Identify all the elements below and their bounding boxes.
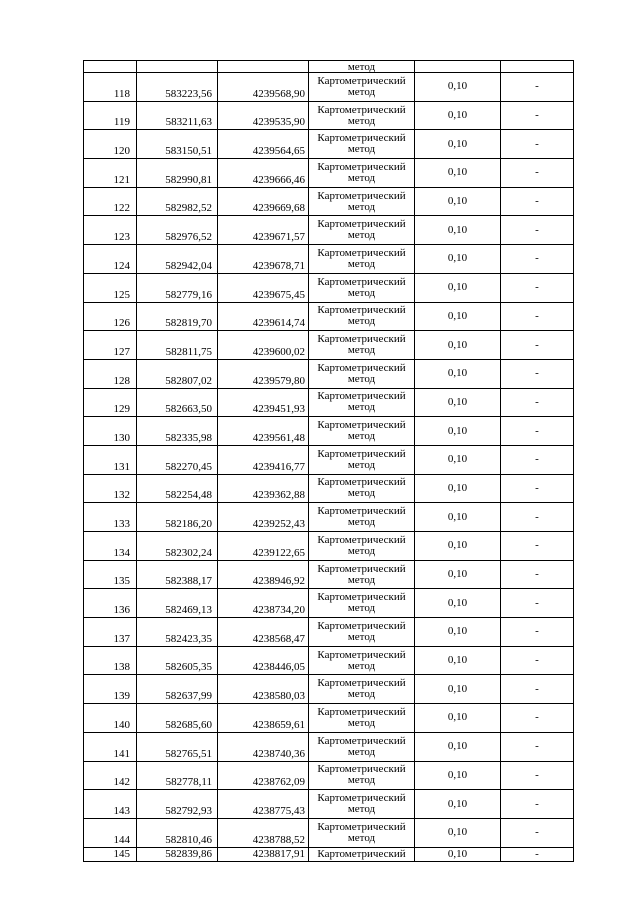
accuracy-cell: 0,10 <box>415 273 501 302</box>
accuracy-cell: 0,10 <box>415 675 501 704</box>
table-row <box>84 101 574 130</box>
x-coordinate-cell: 582302,24 <box>137 532 218 561</box>
method-cell <box>309 73 415 102</box>
method-line-1: Картометрический <box>317 419 406 432</box>
method-line-2: метод <box>347 659 376 672</box>
table-row <box>84 474 574 503</box>
dash-cell: - <box>501 245 574 274</box>
method-line-1: Картометрический <box>317 447 406 460</box>
table-row <box>84 618 574 647</box>
method-line-1: Картометрический <box>317 734 406 747</box>
method-line-2: метод <box>347 544 376 557</box>
accuracy-cell: 0,10 <box>415 503 501 532</box>
dash-cell: - <box>501 302 574 331</box>
dash-cell: - <box>501 646 574 675</box>
x-coordinate-cell <box>137 61 218 73</box>
method-line-2: метод <box>347 630 376 643</box>
method-line-2: метод <box>347 372 376 385</box>
dash-cell: - <box>501 532 574 561</box>
method-cell <box>309 101 415 130</box>
point-number-cell: 134 <box>84 532 137 561</box>
table-row-continued <box>84 61 574 73</box>
method-line-1: Картометрический <box>317 160 406 173</box>
table-row <box>84 73 574 102</box>
accuracy-cell: 0,10 <box>415 216 501 245</box>
method-line-1: Картометрический <box>317 333 406 346</box>
table-row <box>84 761 574 790</box>
point-number-cell: 145 <box>84 847 137 861</box>
x-coordinate-cell: 583223,56 <box>137 73 218 102</box>
method-cell <box>309 302 415 331</box>
table-row-last <box>84 847 574 861</box>
y-coordinate-cell: 4239362,88 <box>218 474 309 503</box>
accuracy-cell: 0,10 <box>415 790 501 819</box>
method-line-1: Картометрический <box>317 476 406 489</box>
x-coordinate-cell: 582779,16 <box>137 273 218 302</box>
method-cell <box>309 187 415 216</box>
point-number-cell: 121 <box>84 159 137 188</box>
dash-cell: - <box>501 732 574 761</box>
x-coordinate-cell: 582942,04 <box>137 245 218 274</box>
method-cell <box>309 704 415 733</box>
dash-cell: - <box>501 847 574 861</box>
method-cell <box>309 675 415 704</box>
x-coordinate-cell: 582270,45 <box>137 445 218 474</box>
point-number-cell: 118 <box>84 73 137 102</box>
x-coordinate-cell: 582388,17 <box>137 560 218 589</box>
dash-cell: - <box>501 704 574 733</box>
dash-cell: - <box>501 675 574 704</box>
x-coordinate-cell: 582469,13 <box>137 589 218 618</box>
dash-cell: - <box>501 445 574 474</box>
method-line-1: Картометрический <box>317 103 406 116</box>
y-coordinate-cell: 4239564,65 <box>218 130 309 159</box>
dash-cell: - <box>501 790 574 819</box>
accuracy-cell: 0,10 <box>415 704 501 733</box>
table-row <box>84 130 574 159</box>
y-coordinate-cell: 4239561,48 <box>218 417 309 446</box>
x-coordinate-cell: 582685,60 <box>137 704 218 733</box>
dash-cell: - <box>501 216 574 245</box>
method-line-1: Картометрический <box>317 246 406 259</box>
method-line-2: метод <box>347 344 376 357</box>
method-line-1: Картометрический <box>317 390 406 403</box>
method-line-1: Картометрический <box>317 705 406 718</box>
y-coordinate-cell: 4238580,03 <box>218 675 309 704</box>
table-row <box>84 589 574 618</box>
y-coordinate-cell: 4238817,91 <box>218 847 309 861</box>
table-row <box>84 646 574 675</box>
method-cell <box>309 359 415 388</box>
method-line-2: метод <box>347 745 376 758</box>
accuracy-cell: 0,10 <box>415 474 501 503</box>
method-cell <box>309 331 415 360</box>
accuracy-cell: 0,10 <box>415 130 501 159</box>
y-coordinate-cell: 4239669,68 <box>218 187 309 216</box>
point-number-cell: 119 <box>84 101 137 130</box>
y-coordinate-cell: 4238740,36 <box>218 732 309 761</box>
dash-cell: - <box>501 359 574 388</box>
table-row <box>84 216 574 245</box>
method-line-2: метод <box>347 229 376 242</box>
method-line-2: метод <box>347 487 376 500</box>
method-line-2: метод <box>347 716 376 729</box>
accuracy-cell: 0,10 <box>415 417 501 446</box>
point-number-cell: 144 <box>84 818 137 847</box>
point-number-cell: 123 <box>84 216 137 245</box>
point-number-cell: 143 <box>84 790 137 819</box>
point-number-cell: 142 <box>84 761 137 790</box>
method-cell <box>309 130 415 159</box>
method-cell: метод <box>309 61 415 73</box>
method-line-2: метод <box>347 430 376 443</box>
method-line-2: метод <box>347 774 376 787</box>
y-coordinate-cell: 4239416,77 <box>218 445 309 474</box>
y-coordinate-cell: 4238568,47 <box>218 618 309 647</box>
table-row <box>84 159 574 188</box>
method-line-2: метод <box>347 803 376 816</box>
method-cell: Картометрический <box>309 847 415 861</box>
point-number-cell: 133 <box>84 503 137 532</box>
method-line-1: Картометрический <box>317 820 406 833</box>
dash-cell: - <box>501 388 574 417</box>
point-number-cell: 122 <box>84 187 137 216</box>
method-cell <box>309 445 415 474</box>
method-line-2: метод <box>347 286 376 299</box>
x-coordinate-cell: 582186,20 <box>137 503 218 532</box>
x-coordinate-cell: 582335,98 <box>137 417 218 446</box>
method-line-2: метод <box>347 573 376 586</box>
method-line-2: метод <box>347 831 376 844</box>
point-number-cell: 140 <box>84 704 137 733</box>
dash-cell: - <box>501 130 574 159</box>
x-coordinate-cell: 582807,02 <box>137 359 218 388</box>
method-line-1: Картометрический <box>317 275 406 288</box>
table-row <box>84 818 574 847</box>
dash-cell: - <box>501 589 574 618</box>
method-cell <box>309 532 415 561</box>
method-cell <box>309 159 415 188</box>
point-number-cell: 120 <box>84 130 137 159</box>
method-line-2: метод <box>347 602 376 615</box>
method-cell <box>309 818 415 847</box>
method-line-1: Картометрический <box>317 189 406 202</box>
point-number-cell: 127 <box>84 331 137 360</box>
y-coordinate-cell: 4239671,57 <box>218 216 309 245</box>
point-number-cell: 132 <box>84 474 137 503</box>
method-cell <box>309 245 415 274</box>
method-cell <box>309 732 415 761</box>
accuracy-cell: 0,10 <box>415 445 501 474</box>
method-line-2: метод <box>347 315 376 328</box>
y-coordinate-cell <box>218 61 309 73</box>
point-number-cell: 137 <box>84 618 137 647</box>
method-line-1: Картометрический <box>317 533 406 546</box>
table-row <box>84 790 574 819</box>
accuracy-cell: 0,10 <box>415 73 501 102</box>
x-coordinate-cell: 582663,50 <box>137 388 218 417</box>
method-line-2: метод <box>347 85 376 98</box>
point-number-cell: 128 <box>84 359 137 388</box>
dash-cell: - <box>501 417 574 446</box>
accuracy-cell: 0,10 <box>415 187 501 216</box>
table-row <box>84 732 574 761</box>
method-line-1: Картометрический <box>317 562 406 575</box>
dash-cell: - <box>501 618 574 647</box>
method-line-2: метод <box>347 200 376 213</box>
method-cell <box>309 618 415 647</box>
method-line-1: Картометрический <box>317 677 406 690</box>
point-number-cell: 141 <box>84 732 137 761</box>
point-number-cell: 139 <box>84 675 137 704</box>
y-coordinate-cell: 4239678,71 <box>218 245 309 274</box>
method-line-1: Картометрический <box>317 304 406 317</box>
method-cell <box>309 474 415 503</box>
method-cell <box>309 216 415 245</box>
x-coordinate-cell: 582982,52 <box>137 187 218 216</box>
point-number-cell: 129 <box>84 388 137 417</box>
x-coordinate-cell: 582811,75 <box>137 331 218 360</box>
accuracy-cell: 0,10 <box>415 532 501 561</box>
dash-cell: - <box>501 331 574 360</box>
y-coordinate-cell: 4239675,45 <box>218 273 309 302</box>
method-line-2: метод <box>347 143 376 156</box>
point-number-cell: 138 <box>84 646 137 675</box>
method-line-2: метод <box>347 688 376 701</box>
point-number-cell: 130 <box>84 417 137 446</box>
x-coordinate-cell: 582778,11 <box>137 761 218 790</box>
y-coordinate-cell: 4238775,43 <box>218 790 309 819</box>
method-line-2: метод <box>347 516 376 529</box>
x-coordinate-cell: 583211,63 <box>137 101 218 130</box>
accuracy-cell: 0,10 <box>415 101 501 130</box>
accuracy-cell: 0,10 <box>415 159 501 188</box>
dash-cell: - <box>501 273 574 302</box>
point-number-cell: 136 <box>84 589 137 618</box>
table-row <box>84 417 574 446</box>
x-coordinate-cell: 582976,52 <box>137 216 218 245</box>
table-row <box>84 704 574 733</box>
method-line-2: метод <box>347 458 376 471</box>
dash-cell: - <box>501 818 574 847</box>
dash-cell: - <box>501 187 574 216</box>
table-row <box>84 273 574 302</box>
point-number-cell: 125 <box>84 273 137 302</box>
method-line-1: Картометрический <box>317 648 406 661</box>
method-line-1: Картометрический <box>317 218 406 231</box>
y-coordinate-cell: 4239451,93 <box>218 388 309 417</box>
table-row <box>84 245 574 274</box>
accuracy-cell: 0,10 <box>415 618 501 647</box>
x-coordinate-cell: 582792,93 <box>137 790 218 819</box>
point-number-cell: 126 <box>84 302 137 331</box>
table-row <box>84 675 574 704</box>
accuracy-cell: 0,10 <box>415 818 501 847</box>
method-line-1: Картометрический <box>317 591 406 604</box>
method-cell <box>309 589 415 618</box>
point-number-cell: 124 <box>84 245 137 274</box>
table-row <box>84 359 574 388</box>
table-row <box>84 187 574 216</box>
y-coordinate-cell: 4238446,05 <box>218 646 309 675</box>
accuracy-cell: 0,10 <box>415 302 501 331</box>
dash-cell <box>501 61 574 73</box>
method-cell <box>309 273 415 302</box>
method-line-2: метод <box>347 401 376 414</box>
dash-cell: - <box>501 503 574 532</box>
accuracy-cell: 0,10 <box>415 331 501 360</box>
x-coordinate-cell: 582254,48 <box>137 474 218 503</box>
y-coordinate-cell: 4239666,46 <box>218 159 309 188</box>
x-coordinate-cell: 582990,81 <box>137 159 218 188</box>
method-line-1: Картометрический <box>317 74 406 87</box>
x-coordinate-cell: 582765,51 <box>137 732 218 761</box>
method-line-2: метод <box>347 171 376 184</box>
y-coordinate-cell: 4238762,09 <box>218 761 309 790</box>
dash-cell: - <box>501 761 574 790</box>
method-cell <box>309 417 415 446</box>
table-row <box>84 445 574 474</box>
y-coordinate-cell: 4238946,92 <box>218 560 309 589</box>
accuracy-cell: 0,10 <box>415 245 501 274</box>
dash-cell: - <box>501 159 574 188</box>
x-coordinate-cell: 582819,70 <box>137 302 218 331</box>
accuracy-cell: 0,10 <box>415 732 501 761</box>
dash-cell: - <box>501 101 574 130</box>
accuracy-cell: 0,10 <box>415 359 501 388</box>
method-cell <box>309 646 415 675</box>
coordinates-table <box>83 60 574 862</box>
y-coordinate-cell: 4238788,52 <box>218 818 309 847</box>
table-row <box>84 388 574 417</box>
accuracy-cell: 0,10 <box>415 589 501 618</box>
method-line-1: Картометрический <box>317 792 406 805</box>
point-number-cell <box>84 61 137 73</box>
accuracy-cell: 0,10 <box>415 761 501 790</box>
accuracy-cell: 0,10 <box>415 646 501 675</box>
table-row <box>84 560 574 589</box>
accuracy-cell <box>415 61 501 73</box>
method-line-1: Картометрический <box>317 619 406 632</box>
x-coordinate-cell: 582637,99 <box>137 675 218 704</box>
accuracy-cell: 0,10 <box>415 388 501 417</box>
table-row <box>84 532 574 561</box>
x-coordinate-cell: 583150,51 <box>137 130 218 159</box>
y-coordinate-cell: 4239252,43 <box>218 503 309 532</box>
y-coordinate-cell: 4239600,02 <box>218 331 309 360</box>
point-number-cell: 131 <box>84 445 137 474</box>
method-line-1: Картометрический <box>317 361 406 374</box>
table-row <box>84 302 574 331</box>
method-cell <box>309 388 415 417</box>
y-coordinate-cell: 4238659,61 <box>218 704 309 733</box>
x-coordinate-cell: 582605,35 <box>137 646 218 675</box>
x-coordinate-cell: 582423,35 <box>137 618 218 647</box>
method-cell <box>309 503 415 532</box>
dash-cell: - <box>501 474 574 503</box>
y-coordinate-cell: 4239568,90 <box>218 73 309 102</box>
table-row <box>84 503 574 532</box>
accuracy-cell: 0,10 <box>415 560 501 589</box>
point-number-cell: 135 <box>84 560 137 589</box>
method-line-2: метод <box>347 114 376 127</box>
dash-cell: - <box>501 73 574 102</box>
method-line-1: Картометрический <box>317 132 406 145</box>
dash-cell: - <box>501 560 574 589</box>
method-cell <box>309 761 415 790</box>
y-coordinate-cell: 4239122,65 <box>218 532 309 561</box>
method-cell <box>309 560 415 589</box>
x-coordinate-cell: 582839,86 <box>137 847 218 861</box>
method-line-1: Картометрический <box>317 505 406 518</box>
method-cell <box>309 790 415 819</box>
table-row <box>84 331 574 360</box>
method-line-2: метод <box>347 257 376 270</box>
y-coordinate-cell: 4239614,74 <box>218 302 309 331</box>
x-coordinate-cell: 582810,46 <box>137 818 218 847</box>
method-line-1: Картометрический <box>317 763 406 776</box>
y-coordinate-cell: 4239579,80 <box>218 359 309 388</box>
y-coordinate-cell: 4239535,90 <box>218 101 309 130</box>
y-coordinate-cell: 4238734,20 <box>218 589 309 618</box>
accuracy-cell: 0,10 <box>415 847 501 861</box>
